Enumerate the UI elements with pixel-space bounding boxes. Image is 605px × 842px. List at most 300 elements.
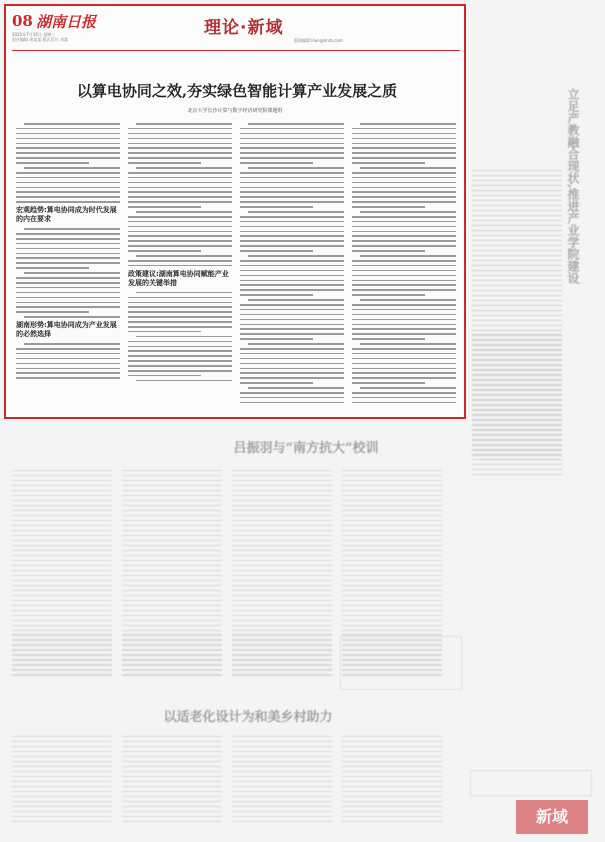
text-line <box>342 520 442 521</box>
text-line <box>342 806 442 807</box>
text-line <box>16 277 120 279</box>
text-line <box>360 387 456 389</box>
text-line <box>472 325 562 326</box>
text-line <box>248 299 344 301</box>
text-line <box>128 245 232 247</box>
text-line <box>128 321 232 323</box>
text-line <box>232 580 332 581</box>
text-line <box>240 377 344 379</box>
text-line <box>122 550 222 551</box>
text-line <box>352 382 425 384</box>
text-line <box>122 545 222 546</box>
text-line <box>24 167 120 169</box>
text-line <box>240 333 344 335</box>
text-line <box>128 162 201 164</box>
text-line <box>240 147 344 149</box>
text-line <box>12 485 112 486</box>
text-line <box>122 575 222 576</box>
text-line <box>12 570 112 571</box>
text-line <box>342 620 442 621</box>
text-line <box>240 372 344 374</box>
text-line <box>12 525 112 526</box>
text-line <box>12 490 112 491</box>
text-line <box>12 515 112 516</box>
text-line <box>122 620 222 621</box>
text-line <box>342 500 442 501</box>
text-line <box>240 402 344 404</box>
text-line <box>232 540 332 541</box>
text-line <box>232 570 332 571</box>
text-line <box>12 746 112 747</box>
text-line <box>232 776 332 777</box>
text-line <box>16 147 120 149</box>
text-line <box>240 392 344 394</box>
text-line <box>342 625 442 626</box>
text-line <box>352 358 456 360</box>
text-line <box>472 384 562 385</box>
text-line <box>342 560 442 561</box>
text-line <box>342 590 442 591</box>
text-line <box>472 389 562 390</box>
text-line <box>342 545 442 546</box>
section-title: 理论·新域 <box>204 18 284 38</box>
text-line <box>342 761 442 762</box>
quote-box <box>340 636 462 690</box>
text-line <box>342 595 442 596</box>
text-line <box>240 191 344 193</box>
text-line <box>128 326 232 328</box>
text-line <box>248 387 344 389</box>
text-line <box>12 575 112 576</box>
text-line <box>240 353 344 355</box>
text-line <box>472 210 562 211</box>
text-line <box>12 510 112 511</box>
text-line <box>16 267 89 269</box>
text-line <box>240 289 344 291</box>
text-line <box>342 786 442 787</box>
text-line <box>122 659 222 660</box>
text-line <box>342 535 442 536</box>
text-line <box>342 776 442 777</box>
text-column-3 <box>240 123 344 413</box>
text-line <box>352 157 456 159</box>
text-line <box>352 309 456 311</box>
text-line <box>472 185 562 186</box>
text-line <box>472 469 562 470</box>
masthead-date: 2025年7月16日 星期三 <box>12 32 56 37</box>
text-line <box>472 285 562 286</box>
text-line <box>122 480 222 481</box>
text-line <box>232 821 332 822</box>
text-line <box>16 196 120 198</box>
text-line <box>352 147 456 149</box>
text-line <box>248 255 344 257</box>
text-line <box>472 349 562 350</box>
text-line <box>472 404 562 405</box>
text-line <box>352 177 456 179</box>
third-article-col-1 <box>12 736 112 826</box>
text-line <box>342 525 442 526</box>
subhead-policy: 政策建议:湖南算电协同赋能产业发展的关键举措 <box>128 269 229 287</box>
text-line <box>342 580 442 581</box>
text-line <box>16 177 120 179</box>
text-line <box>128 157 232 159</box>
text-line <box>12 555 112 556</box>
text-line <box>472 205 562 206</box>
text-line <box>128 138 232 140</box>
text-line <box>128 226 232 228</box>
text-line <box>352 250 425 252</box>
text-line <box>232 550 332 551</box>
text-line <box>232 545 332 546</box>
text-line <box>128 187 232 189</box>
text-line <box>16 358 120 360</box>
text-line <box>352 348 456 350</box>
text-line <box>232 654 332 655</box>
third-article-col-4 <box>342 736 442 826</box>
text-line <box>472 220 562 221</box>
text-line <box>240 152 344 154</box>
text-line <box>352 240 456 242</box>
masthead-meta: 责任编辑 周某某 版式设计 刘某 <box>12 37 68 42</box>
text-line <box>240 177 344 179</box>
text-line <box>248 211 344 213</box>
text-line <box>122 821 222 822</box>
text-line <box>232 664 332 665</box>
second-article-col-1 <box>12 470 112 679</box>
text-line <box>342 515 442 516</box>
text-line <box>128 316 232 318</box>
editor-line: 版面编辑 lilun@hnrb.com <box>294 38 343 43</box>
text-column-1 <box>16 123 120 413</box>
text-line <box>136 167 232 169</box>
text-line <box>342 741 442 742</box>
text-line <box>240 314 344 316</box>
text-line <box>122 649 222 650</box>
text-line <box>122 555 222 556</box>
text-line <box>352 319 456 321</box>
text-line <box>136 211 232 213</box>
text-line <box>352 201 456 203</box>
text-line <box>24 228 120 230</box>
text-line <box>352 206 425 208</box>
text-line <box>352 231 456 233</box>
text-line <box>472 260 562 261</box>
text-line <box>122 515 222 516</box>
text-line <box>240 368 344 370</box>
text-line <box>232 480 332 481</box>
text-line <box>472 240 562 241</box>
text-line <box>342 630 442 631</box>
text-line <box>122 570 222 571</box>
text-line <box>12 669 112 670</box>
text-line <box>472 344 562 345</box>
text-line <box>232 634 332 635</box>
text-line <box>240 187 344 189</box>
text-line <box>16 152 120 154</box>
text-line <box>122 756 222 757</box>
text-line <box>352 294 425 296</box>
text-line <box>352 172 456 174</box>
text-line <box>342 470 442 471</box>
text-line <box>342 610 442 611</box>
third-article-headline: 以适老化设计为和美乡村助力 <box>163 710 333 725</box>
text-line <box>472 250 562 251</box>
text-line <box>122 791 222 792</box>
text-line <box>232 575 332 576</box>
text-line <box>240 275 344 277</box>
text-line <box>342 605 442 606</box>
text-line <box>12 816 112 817</box>
text-line <box>232 741 332 742</box>
text-line <box>352 235 456 237</box>
text-line <box>12 480 112 481</box>
text-line <box>240 182 344 184</box>
text-line <box>240 324 344 326</box>
text-line <box>16 187 120 189</box>
text-line <box>472 339 562 340</box>
text-line <box>128 235 232 237</box>
text-line <box>128 365 232 367</box>
text-line <box>352 363 456 365</box>
text-line <box>232 560 332 561</box>
paper-name: 湖南日报 <box>36 13 97 31</box>
text-line <box>240 221 344 223</box>
text-line <box>232 530 332 531</box>
text-line <box>232 791 332 792</box>
text-line <box>12 625 112 626</box>
text-line <box>122 495 222 496</box>
text-line <box>232 669 332 670</box>
text-line <box>352 275 456 277</box>
text-line <box>128 133 232 135</box>
text-line <box>12 791 112 792</box>
text-line <box>232 796 332 797</box>
text-line <box>240 284 344 286</box>
text-line <box>352 187 456 189</box>
text-line <box>342 821 442 822</box>
text-line <box>122 771 222 772</box>
text-line <box>342 480 442 481</box>
text-line <box>240 397 344 399</box>
text-line <box>128 260 232 262</box>
text-line <box>232 600 332 601</box>
text-line <box>240 260 344 262</box>
text-line <box>232 736 332 737</box>
text-line <box>12 771 112 772</box>
text-line <box>342 796 442 797</box>
text-line <box>472 414 562 415</box>
text-line <box>232 639 332 640</box>
text-line <box>342 540 442 541</box>
text-line <box>16 253 120 255</box>
text-line <box>12 535 112 536</box>
text-line <box>472 459 562 460</box>
section-logo: 新域 <box>516 800 588 834</box>
text-line <box>128 302 232 304</box>
text-line <box>128 216 232 218</box>
text-line <box>232 535 332 536</box>
text-line <box>12 664 112 665</box>
text-line <box>12 615 112 616</box>
text-line <box>352 372 456 374</box>
text-line <box>128 231 232 233</box>
highlighted-article <box>4 4 466 419</box>
text-line <box>128 375 201 377</box>
text-line <box>122 664 222 665</box>
text-line <box>122 776 222 777</box>
text-line <box>352 392 456 394</box>
text-line <box>342 475 442 476</box>
text-line <box>472 280 562 281</box>
text-line <box>360 343 456 345</box>
text-line <box>240 319 344 321</box>
text-line <box>342 485 442 486</box>
text-line <box>232 630 332 631</box>
text-line <box>472 369 562 370</box>
text-line <box>472 419 562 420</box>
article-byline: 北京大学长沙计算与数字经济研究院课题组 <box>187 108 283 114</box>
text-line <box>472 255 562 256</box>
text-line <box>136 123 232 125</box>
text-line <box>16 262 120 264</box>
text-line <box>122 796 222 797</box>
text-line <box>240 304 344 306</box>
text-line <box>122 520 222 521</box>
text-line <box>122 630 222 631</box>
text-line <box>342 570 442 571</box>
text-line <box>472 315 562 316</box>
text-line <box>122 634 222 635</box>
text-line <box>352 138 456 140</box>
text-line <box>352 182 456 184</box>
text-line <box>122 535 222 536</box>
text-line <box>342 575 442 576</box>
text-line <box>12 585 112 586</box>
text-line <box>12 540 112 541</box>
text-line <box>472 434 562 435</box>
text-line <box>136 380 232 382</box>
text-line <box>12 674 112 675</box>
text-line <box>24 343 120 345</box>
text-line <box>352 260 456 262</box>
text-line <box>342 791 442 792</box>
text-line <box>16 172 120 174</box>
text-line <box>342 746 442 747</box>
text-line <box>12 545 112 546</box>
text-line <box>128 201 232 203</box>
text-line <box>472 215 562 216</box>
text-line <box>128 172 232 174</box>
text-line <box>12 776 112 777</box>
text-line <box>342 510 442 511</box>
text-line <box>342 756 442 757</box>
text-line <box>472 275 562 276</box>
text-line <box>122 801 222 802</box>
text-line <box>12 806 112 807</box>
text-line <box>122 475 222 476</box>
text-line <box>128 341 232 343</box>
text-line <box>472 310 562 311</box>
text-line <box>472 300 562 301</box>
text-line <box>128 346 232 348</box>
text-line <box>352 314 456 316</box>
text-column-2 <box>128 123 232 413</box>
text-line <box>12 634 112 635</box>
text-line <box>342 585 442 586</box>
text-line <box>12 766 112 767</box>
text-line <box>240 294 313 296</box>
text-line <box>472 464 562 465</box>
text-line <box>12 610 112 611</box>
second-article-headline: 吕振羽与“南方抗大”校训 <box>233 441 379 456</box>
text-line <box>240 250 313 252</box>
text-line <box>16 143 120 145</box>
text-line <box>232 505 332 506</box>
text-line <box>248 167 344 169</box>
second-article-col-3 <box>232 470 332 679</box>
text-line <box>16 191 120 193</box>
text-line <box>16 157 120 159</box>
text-line <box>360 167 456 169</box>
text-line <box>360 123 456 125</box>
text-line <box>240 162 313 164</box>
text-line <box>128 306 232 308</box>
text-line <box>240 265 344 267</box>
text-line <box>12 600 112 601</box>
text-line <box>232 555 332 556</box>
text-line <box>472 359 562 360</box>
text-line <box>352 284 456 286</box>
text-line <box>342 550 442 551</box>
text-line <box>122 615 222 616</box>
text-line <box>342 781 442 782</box>
text-line <box>128 311 232 313</box>
text-line <box>128 143 232 145</box>
text-line <box>240 128 344 130</box>
third-article-col-2 <box>122 736 222 826</box>
text-line <box>240 143 344 145</box>
text-line <box>122 590 222 591</box>
text-line <box>360 299 456 301</box>
text-line <box>122 811 222 812</box>
text-line <box>342 565 442 566</box>
text-line <box>122 560 222 561</box>
text-line <box>232 771 332 772</box>
text-line <box>240 157 344 159</box>
text-line <box>12 751 112 752</box>
text-line <box>128 265 232 267</box>
text-line <box>16 311 89 313</box>
text-line <box>472 265 562 266</box>
text-line <box>12 786 112 787</box>
text-line <box>352 328 456 330</box>
text-line <box>128 250 201 252</box>
text-line <box>122 525 222 526</box>
text-line <box>16 128 120 130</box>
text-line <box>472 354 562 355</box>
text-line <box>122 580 222 581</box>
text-line <box>16 182 120 184</box>
text-line <box>16 138 120 140</box>
text-line <box>232 520 332 521</box>
text-line <box>12 736 112 737</box>
text-line <box>352 397 456 399</box>
text-line <box>472 195 562 196</box>
text-line <box>16 162 89 164</box>
text-line <box>232 475 332 476</box>
text-line <box>16 233 120 235</box>
